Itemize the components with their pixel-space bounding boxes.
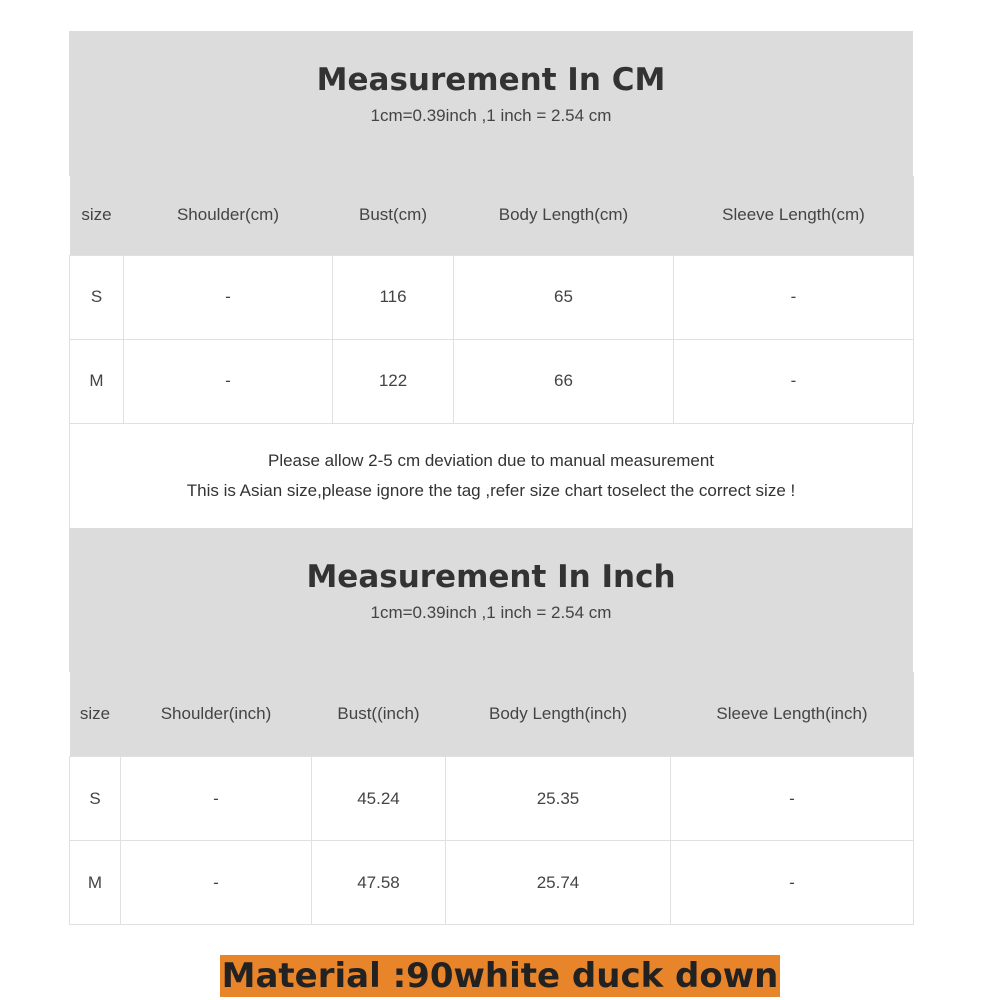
column-header-body-length: Body Length(inch) bbox=[446, 672, 671, 757]
body-length-cell: 25.74 bbox=[446, 841, 671, 925]
size-cell: M bbox=[70, 339, 124, 423]
measurement-note bbox=[69, 424, 913, 528]
inch-table bbox=[69, 672, 914, 926]
column-header-shoulder: Shoulder(cm) bbox=[124, 176, 333, 255]
shoulder-cell: - bbox=[121, 841, 312, 925]
inch-header-panel bbox=[69, 528, 913, 672]
size-chart bbox=[69, 31, 913, 925]
cm-table-header-row bbox=[70, 176, 914, 255]
sleeve-length-cell: - bbox=[671, 841, 914, 925]
asian-size-note: This is Asian size,please ignore the tag ,refer size chart toselect the correct size ! bbox=[186, 480, 796, 500]
inch-conversion-note: 1cm=0.39inch ,1 inch = 2.54 cm bbox=[370, 602, 612, 622]
body-length-cell: 25.35 bbox=[446, 757, 671, 841]
table-row bbox=[70, 841, 914, 925]
table-row bbox=[70, 339, 914, 423]
column-header-bust: Bust(cm) bbox=[333, 176, 454, 255]
body-length-cell: 66 bbox=[454, 339, 674, 423]
column-header-sleeve-length: Sleeve Length(cm) bbox=[674, 176, 914, 255]
bust-cell: 47.58 bbox=[312, 841, 446, 925]
inch-title: Measurement In Inch bbox=[306, 558, 676, 595]
column-header-size: size bbox=[70, 672, 121, 757]
cm-table bbox=[69, 176, 914, 424]
deviation-note: Please allow 2-5 cm deviation due to manual measurement bbox=[267, 450, 715, 470]
column-header-size: size bbox=[70, 176, 124, 255]
shoulder-cell: - bbox=[124, 255, 333, 339]
cm-header-panel bbox=[69, 31, 913, 176]
column-header-shoulder: Shoulder(inch) bbox=[121, 672, 312, 757]
column-header-sleeve-length: Sleeve Length(inch) bbox=[671, 672, 914, 757]
inch-table-header-row bbox=[70, 672, 914, 757]
body-length-cell: 65 bbox=[454, 255, 674, 339]
material-banner bbox=[0, 955, 1000, 997]
table-row bbox=[70, 757, 914, 841]
sleeve-length-cell: - bbox=[674, 339, 914, 423]
bust-cell: 45.24 bbox=[312, 757, 446, 841]
cm-conversion-note: 1cm=0.39inch ,1 inch = 2.54 cm bbox=[370, 106, 612, 125]
column-header-body-length: Body Length(cm) bbox=[454, 176, 674, 255]
size-cell: S bbox=[70, 757, 121, 841]
bust-cell: 122 bbox=[333, 339, 454, 423]
bust-cell: 116 bbox=[333, 255, 454, 339]
table-row bbox=[70, 255, 914, 339]
cm-title: Measurement In CM bbox=[316, 62, 666, 98]
material-label: Material :90white duck down bbox=[221, 956, 779, 996]
sleeve-length-cell: - bbox=[674, 255, 914, 339]
size-cell: S bbox=[70, 255, 124, 339]
shoulder-cell: - bbox=[121, 757, 312, 841]
column-header-bust: Bust((inch) bbox=[312, 672, 446, 757]
size-cell: M bbox=[70, 841, 121, 925]
sleeve-length-cell: - bbox=[671, 757, 914, 841]
shoulder-cell: - bbox=[124, 339, 333, 423]
